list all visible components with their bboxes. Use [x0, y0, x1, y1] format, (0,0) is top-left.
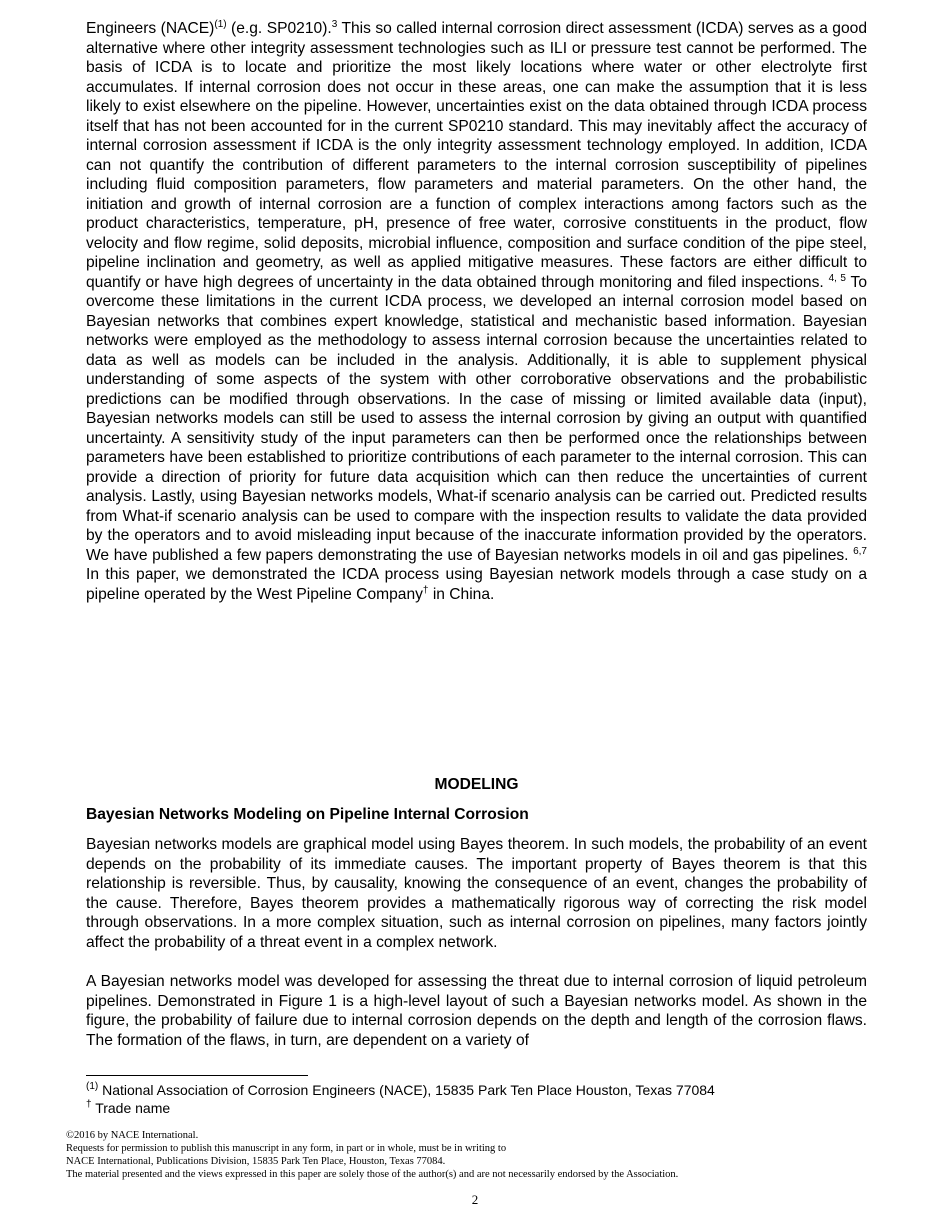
paragraph-text: This so called internal corrosion direct assessment (ICDA) serves as a good alternative where other integrity assessment technologies such as ILI or pressure test cannot be performed. The basis of ICDA is to locate and prioritize the most likely locations where water or other electrolyte first accumulates. If internal corrosion does not occur in these areas, one can make the assumption that it is less likely to exist elsewhere on the pipeline. However, uncertainties exist on the data obtained through ICDA process itself that has not been accounted for in the current SP0210 standard. This may inevitably affect the accuracy of internal corrosion assessment if ICDA is the only integrity assessment technology employed. In addition, ICDA can not quantify the contribution of different parameters to the internal corrosion susceptibility of pipelines including fluid composition parameters, flow parameters and material parameters. On the other hand, the initiation and growth of internal corrosion are a function of complex interactions among factors such as the product characteristics, temperature, pH, presence of free water, corrosive constituents in the product, flow velocity and flow regime, solid deposits, microbial influence, composition and surface condition of the pipe steel, pipeline inclination and geometry, as well as applied mitigative measures. These factors are either difficult to quantify or have high degrees of uncertainty in the data obtained through monitoring and filed inspections. [86, 20, 867, 291]
footnote-mark: † [86, 1099, 92, 1110]
paragraph-text: in China. [428, 585, 495, 603]
citation-reference: 4, 5 [828, 272, 846, 284]
trademark-reference: † [422, 584, 429, 596]
page-number: 2 [471, 1192, 479, 1207]
citation-reference: 3 [331, 19, 338, 30]
paragraph-text: (e.g. SP0210). [226, 20, 332, 37]
footnote-nace [86, 1081, 886, 1099]
subsection-heading: Bayesian Networks Modeling on Pipeline Internal Corrosion [86, 806, 529, 823]
bayes-theorem-paragraph: Bayesian networks models are graphical model using Bayes theorem. In such models, the probability of an event depends on the probability of its immediate causes. The important property of Bayes theorem is that this relationship is reversible. Thus, by causality, knowing the consequence of an event, changes the probability of the cause. Therefore, Bayes theorem provides a mathematically rigorous way of correcting the risk model through observations. In a more complex situation, such as internal corrosion on pipelines, many factors jointly affect the probability of a threat event in a complex network. [86, 836, 867, 951]
copyright-line: NACE International, Publications Division, 15835 Park Ten Place, Houston, Texas 77084. [66, 1156, 446, 1167]
footnote-text: National Association of Corrosion Engineers (NACE), 15835 Park Ten Place Houston, Texas 77084 [98, 1082, 715, 1098]
footnote-mark: (1) [86, 1081, 99, 1092]
copyright-line: The material presented and the views expressed in this paper are solely those of the author(s) and are not necessarily endorsed by the Association. [66, 1169, 679, 1180]
copyright-line: ©2016 by NACE International. [66, 1130, 199, 1141]
model-description-paragraph: A Bayesian networks model was developed for assessing the threat due to internal corrosion of liquid petroleum pipelines. Demonstrated in Figure 1 is a high-level layout of such a Bayesian networks model. As shown in the figure, the probability of failure due to internal corrosion depends on the depth and length of the corrosion flaws. The formation of the flaws, in turn, are dependent on a variety of [86, 973, 867, 1049]
paragraph-text: Engineers (NACE) [86, 20, 215, 37]
intro-paragraph [86, 19, 867, 604]
citation-reference: 6,7 [853, 545, 867, 557]
footnote-text: Trade name [91, 1100, 171, 1116]
paragraph-text: To overcome these limitations in the current ICDA process, we developed an internal corrosion model based on Bayesian networks that combines expert knowledge, statistical and mechanistic based information. Bayesian networks were employed as the methodology to assess internal corrosion because the uncertainties related to data as well as models can be included in the analysis. Additionally, it is able to supplement physical understanding of some aspects of the system with other corroborative observations and the probabilistic predictions can be modified through observations. In the case of missing or limited available data (input), Bayesian networks models can still be used to assess the internal corrosion by giving an output with quantified uncertainty. A sensitivity study of the input parameters can then be performed once the relationships between parameters have been established to prioritize contributions of each parameter to the internal corrosion. This can provide a direction of priority for future data acquisition which can then reduce the uncertainties of current analysis. Lastly, using Bayesian networks models, What-if scenario analysis can be carried out. Predicted results from What-if scenario analysis can be used to compare with the inspection results to validate the data provided by the operators and to avoid misleading input because of the inaccurate information provided by the operators. We have published a few papers demonstrating the use of Bayesian networks models in oil and gas pipelines. [86, 273, 867, 564]
copyright-notice [66, 1129, 886, 1181]
paragraph-text: In this paper, we demonstrated the ICDA process using Bayesian network models through a case study on a pipeline operated by the West Pipeline Company [86, 566, 867, 603]
copyright-line: Requests for permission to publish this manuscript in any form, in part or in whole, must be in writing to [66, 1143, 507, 1154]
section-heading: MODELING [434, 776, 519, 793]
footnote-divider [86, 1075, 308, 1076]
footnote-reference: (1) [214, 19, 227, 30]
footnote-trade-name [86, 1099, 886, 1117]
